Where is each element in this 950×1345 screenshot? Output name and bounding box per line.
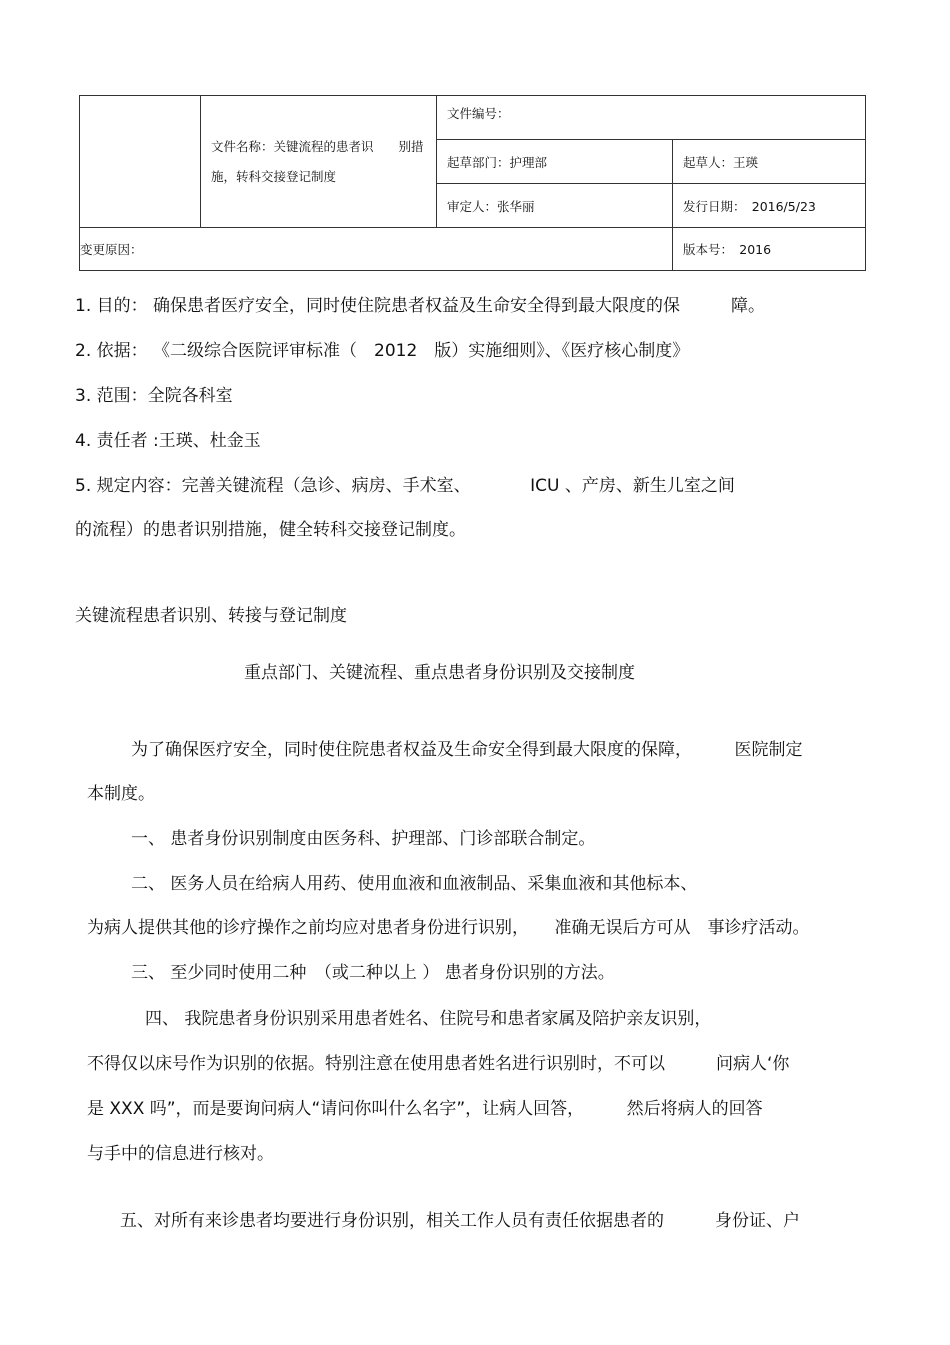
paragraph-4-line2: 不得仅以床号作为识别的依据。特别注意在使用患者姓名进行识别时，不可以 问病人‘你 (87, 1054, 790, 1074)
section-title: 关键流程患者识别、转接与登记制度 (75, 606, 347, 626)
paragraph-3: 三、 至少同时使用二种 （或二种以上 ） 患者身份识别的方法。 (131, 963, 615, 983)
file-name-line2: 施，转科交接登记制度 (211, 168, 337, 184)
paragraph-4-line4: 与手中的信息进行核对。 (87, 1144, 274, 1164)
paragraph-4-line1: 四、 我院患者身份识别采用患者姓名、住院号和患者家属及陪护亲友识别， (145, 1009, 712, 1029)
paragraph-4-line3: 是 XXX 吗”，而是要询问病人“请问你叫什么名字”，让病人回答， 然后将病人的回答 (87, 1099, 763, 1119)
version-cell: 版本号： 2016 (673, 228, 866, 271)
intro-line2: 本制度。 (87, 784, 155, 804)
paragraph-5-line1: 五、对所有来诊患者均要进行身份识别，相关工作人员有责任依据患者的 身份证、户 (120, 1211, 800, 1231)
reviewer-cell: 审定人：张华丽 (437, 184, 673, 228)
paragraph-1: 一、 患者身份识别制度由医务科、护理部、门诊部联合制定。 (131, 829, 596, 849)
issue-date-cell: 发行日期： 2016/5/23 (673, 184, 866, 228)
item-content-line1: 5. 规定内容：完善关键流程（急诊、病房、手术室、 ICU 、产房、新生儿室之间 (75, 476, 735, 496)
center-title: 重点部门、关键流程、重点患者身份识别及交接制度 (244, 663, 635, 683)
intro-line1: 为了确保医疗安全，同时使住院患者权益及生命安全得到最大限度的保障， 医院制定 (131, 740, 803, 760)
draft-dept-cell: 起草部门：护理部 (437, 140, 673, 184)
document-header-table (79, 95, 866, 271)
paragraph-2-line1: 二、 医务人员在给病人用药、使用血液和血液制品、采集血液和其他标本、 (131, 874, 698, 894)
item-responsible: 4. 责任者 :王瑛、杜金玉 (75, 431, 261, 451)
item-purpose: 1. 目的： 确保患者医疗安全，同时使住院患者权益及生命安全得到最大限度的保 障。 (75, 296, 766, 316)
item-basis: 2. 依据： 《二级综合医院评审标准（ 2012 版）实施细则》、《医疗核心制度》 (75, 341, 690, 361)
item-scope: 3. 范围：全院各科室 (75, 386, 233, 406)
item-content-line2: 的流程）的患者识别措施，健全转科交接登记制度。 (75, 520, 466, 540)
change-reason-cell: 变更原因： (80, 228, 673, 271)
paragraph-2-line2: 为病人提供其他的诊疗操作之前均应对患者身份进行识别， 准确无误后方可从 事诊疗活动。 (87, 918, 810, 938)
file-name-line1: 文件名称：关键流程的患者识 别措 (211, 138, 424, 154)
file-name-cell (201, 96, 437, 228)
logo-cell (80, 96, 201, 228)
drafter-cell: 起草人：王瑛 (673, 140, 866, 184)
file-number-cell: 文件编号： (437, 96, 866, 140)
